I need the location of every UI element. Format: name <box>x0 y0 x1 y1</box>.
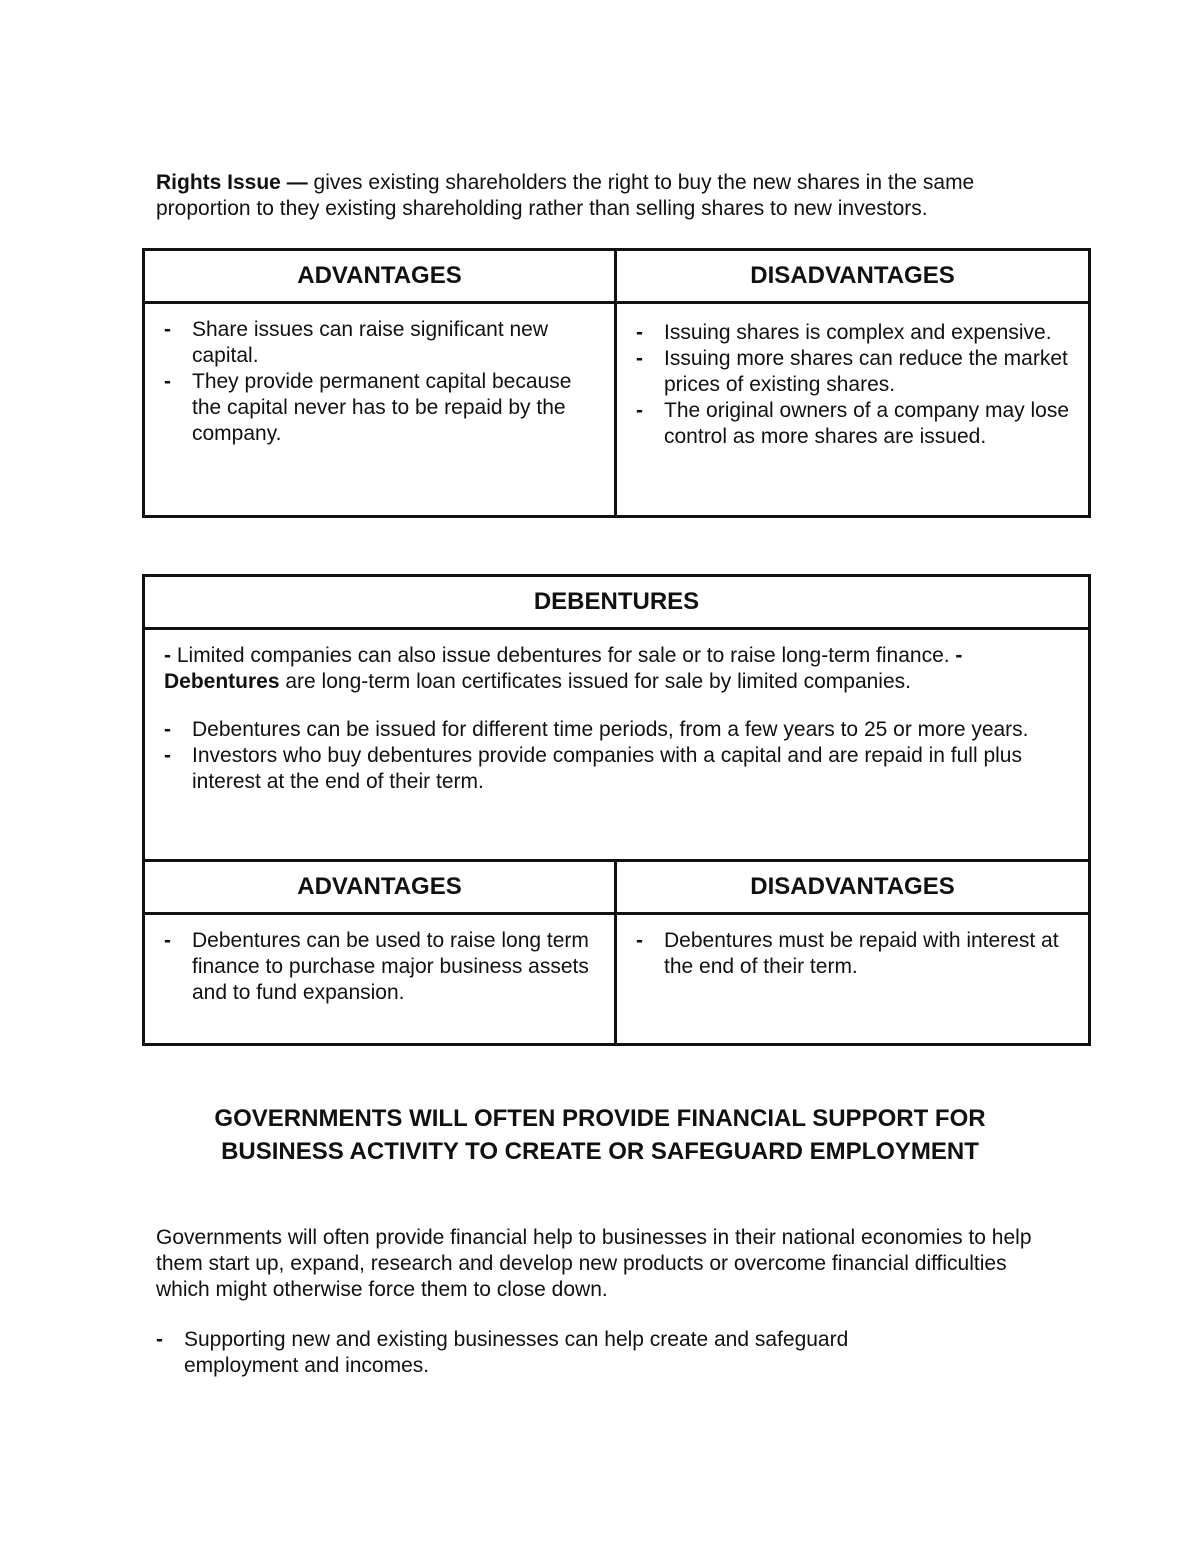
list-item: - Investors who buy debentures provide companies with a capital and are repaid in full plus interest at the end of their term. <box>164 744 1022 793</box>
debentures-advantages-cell <box>144 914 616 1045</box>
list-item: - Debentures must be repaid with interest at the end of their term. <box>636 929 1059 978</box>
list-item: - Issuing more shares can reduce the market prices of existing shares. <box>636 347 1068 396</box>
debentures-advantages-header: ADVANTAGES <box>144 861 616 914</box>
list-item: - They provide permanent capital because the capital never has to be repaid by the company. <box>164 370 572 445</box>
advantages-cell <box>144 303 616 517</box>
rights-issue-definition: gives existing shareholders the right to buy the new shares in the same proportion to they existing shareholding rather than selling shares to new investors. <box>156 171 975 220</box>
list-item: - Limited companies can also issue debentures for sale or to raise long-term finance. - Debentures are long-term loan certificates issued for sale by limited companies. <box>164 644 963 693</box>
list-item: - The original owners of a company may lose control as more shares are issued. <box>636 399 1070 448</box>
debentures-description <box>144 629 1090 861</box>
list-item: - Supporting new and existing businesses can help create and safeguard employment and incomes. <box>156 1328 849 1377</box>
list-item: - Debentures can be issued for different time periods, from a few years to 25 or more years. <box>164 718 1029 741</box>
rights-issue-table <box>142 248 1091 518</box>
debentures-disadvantages-cell <box>616 914 1090 1045</box>
rights-issue-term: Rights Issue — <box>156 171 308 194</box>
rights-issue-intro <box>156 170 1016 222</box>
government-point <box>156 1327 956 1379</box>
disadvantages-header: DISADVANTAGES <box>616 250 1090 303</box>
government-paragraph: Governments will often provide financial help to businesses in their national economies to help them start up, expand, research and develop new products or overcome financial difficulties which might otherwise force them to close down. <box>156 1226 1032 1301</box>
government-heading: GOVERNMENTS WILL OFTEN PROVIDE FINANCIAL SUPPORT FOR BUSINESS ACTIVITY TO CREATE OR SAFEGUARD EMPLOYMENT <box>214 1105 986 1165</box>
list-item: - Share issues can raise significant new capital. <box>164 318 549 367</box>
list-item: - Issuing shares is complex and expensive. <box>636 321 1052 344</box>
list-item: - Debentures can be used to raise long term finance to purchase major business assets and to fund expansion. <box>164 929 589 1004</box>
debentures-header: DEBENTURES <box>144 576 1090 629</box>
debentures-table <box>142 574 1091 1046</box>
debentures-disadvantages-header: DISADVANTAGES <box>616 861 1090 914</box>
advantages-header: ADVANTAGES <box>144 250 616 303</box>
disadvantages-cell <box>616 303 1090 517</box>
